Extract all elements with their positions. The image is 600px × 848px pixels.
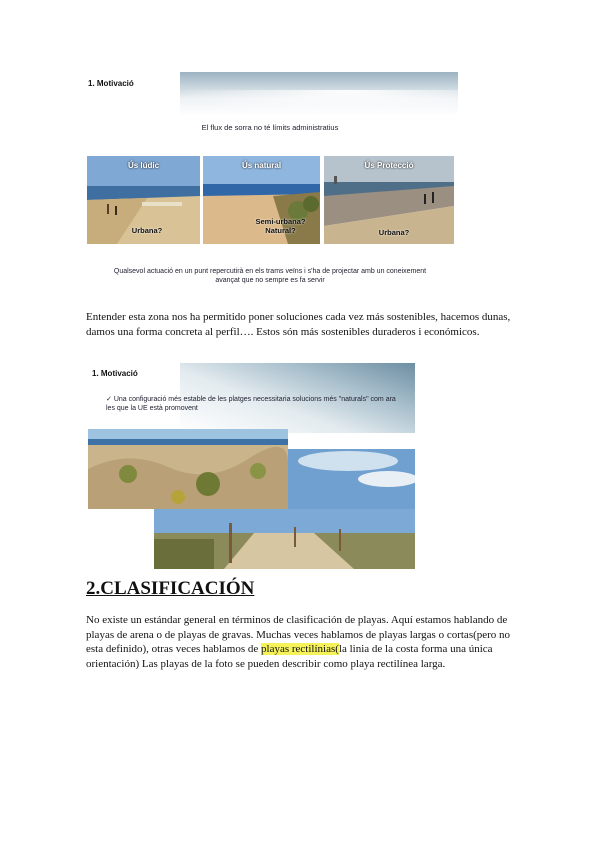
photo-beach-natural xyxy=(203,156,320,244)
dunes-image xyxy=(88,429,288,509)
photo-beach-protection xyxy=(324,156,454,244)
slide-footer: Qualsevol actuació en un punt repercutirà en els trams veïns i s'ha de projectar amb un coneixement avançat que no sempre es fa servir xyxy=(113,268,427,284)
photo-beach-leisure xyxy=(87,156,200,244)
wave-banner xyxy=(180,72,458,116)
paragraph-classification xyxy=(86,613,516,671)
photo-caption: Urbana? xyxy=(131,226,163,235)
photo-dunes xyxy=(88,429,288,509)
slide-heading: 1. Motivació xyxy=(88,79,134,88)
bullet-text: Una configuració més estable de les platges necessitaria solucions més "naturals" com ara les que la UE està promovent xyxy=(106,396,396,412)
photo-boardwalk xyxy=(154,509,415,569)
photo-caption: Semi-urbana? Natural? xyxy=(255,217,306,235)
sky-image xyxy=(288,449,415,509)
photo-title: Ús natural xyxy=(241,161,282,170)
slide-motivacio-2 xyxy=(88,363,415,569)
photo-sky xyxy=(288,449,415,509)
slide-heading: 1. Motivació xyxy=(92,369,138,378)
highlighted-text: playas rectilínias( xyxy=(261,643,339,655)
classification-text-end: la linia de la costa forma una única orientación) Las playas de la foto se pueden describir como playa rectilínea larga. xyxy=(86,643,493,670)
photo-title: Ús Protecció xyxy=(364,161,414,170)
classification-text-start: No existe un estándar general en términos de clasificación de playas. Aquí estamos hablando de playas de arena o de playas de gravas. Muchas veces hablamos de playas largas o cortas(pero no esta definido), otras veces hablamos de xyxy=(86,614,511,655)
photo-caption: Urbana? xyxy=(378,228,410,237)
slide-motivacio-1 xyxy=(82,72,458,290)
photo-title: Ús lúdic xyxy=(127,161,160,170)
check-icon: ✓ xyxy=(106,396,112,403)
boardwalk-image xyxy=(154,509,415,569)
slide-bullet xyxy=(106,396,396,413)
section-title: 2.CLASIFICACIÓN xyxy=(86,578,255,599)
slide-subtitle: El flux de sorra no té límits administratius xyxy=(201,123,339,132)
paragraph-zone-solutions: Entender esta zona nos ha permitido poner soluciones cada vez más sostenibles, hacemos dunas, damos una forma concreta al perfil…. Estos són más sostenibles duraderos i económicos. xyxy=(86,311,511,338)
